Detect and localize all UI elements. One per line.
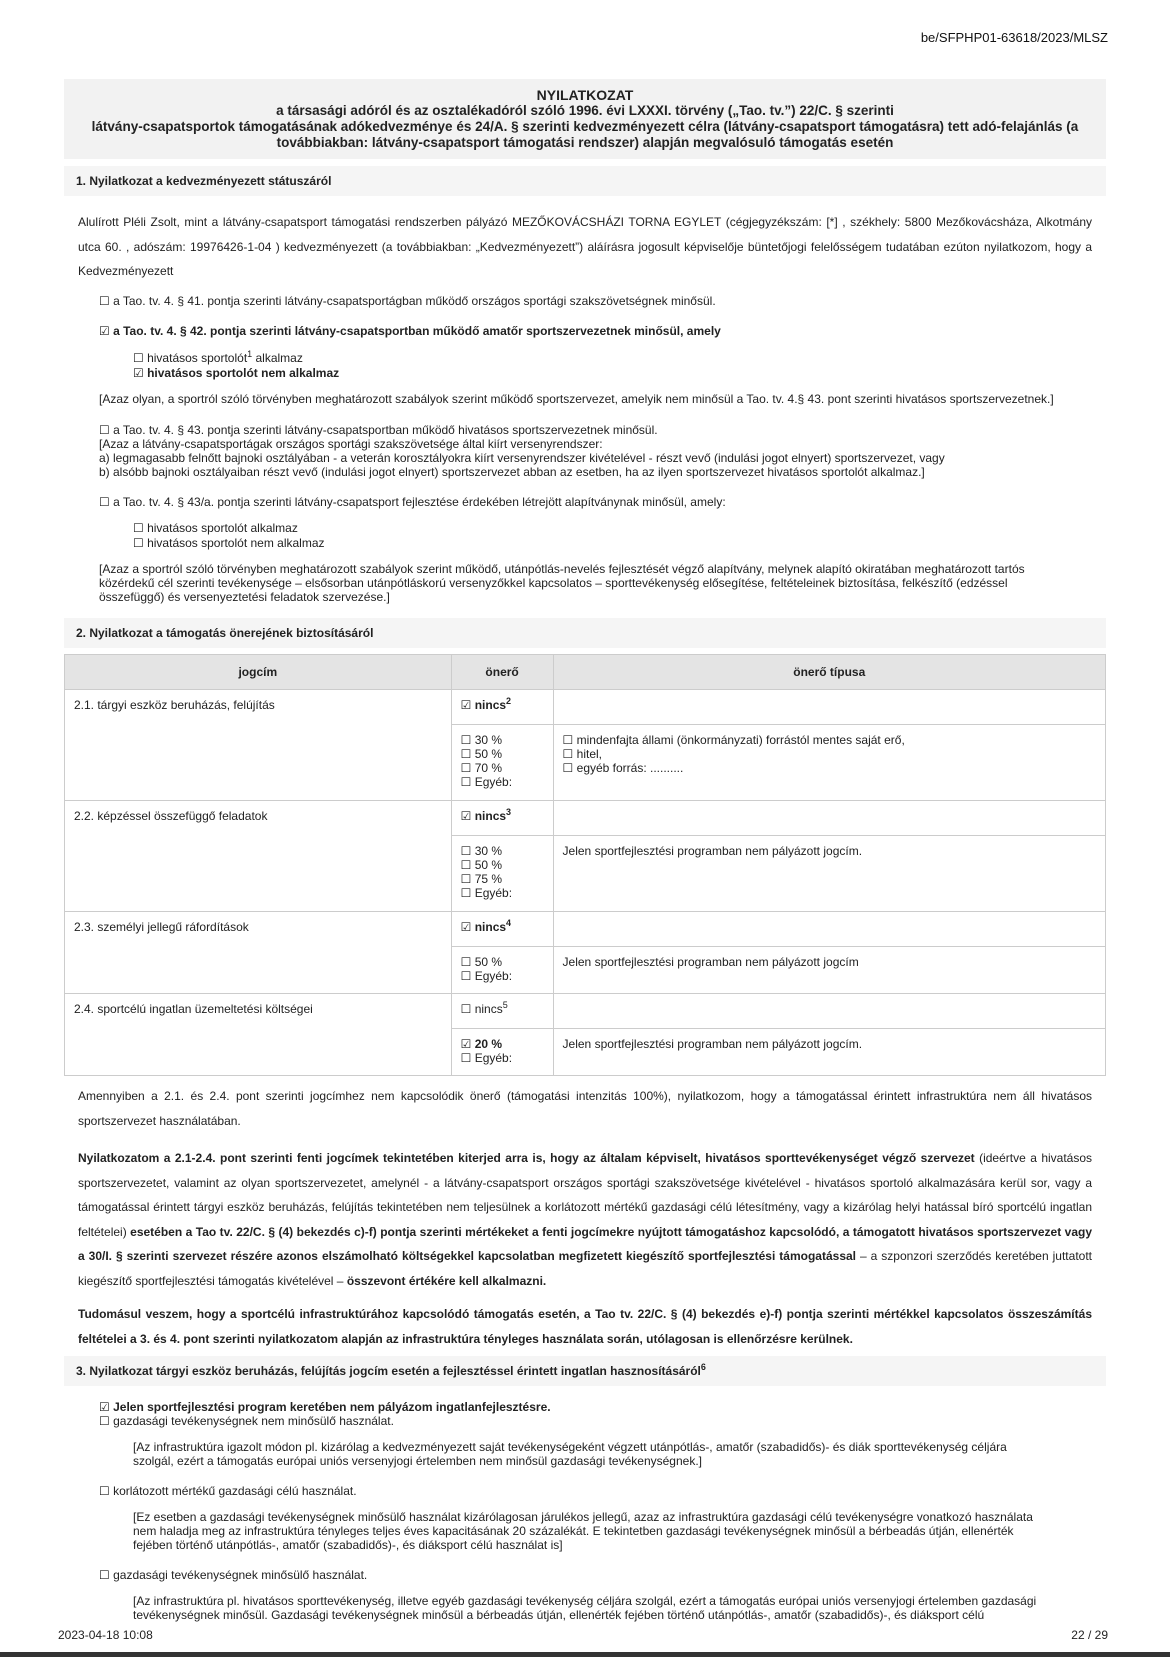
footer-date: 2023-04-18 10:08 bbox=[58, 1628, 153, 1642]
section-3-heading: 3. Nyilatkozat tárgyi eszköz beruházás, felújítás jogcím esetén a fejlesztéssel érintett ingatlan hasznosításáról$^6$ bbox=[64, 1356, 1106, 1386]
section-1-intro: Alulírott Pléli Zsolt, mint a látvány-csapatsport támogatási rendszerben pályázó MEZŐKOVÁCSHÁZI TORNA EGYLET (cégjegyzékszám: [*] , székhely: 5800 Mezőkovácsháza, Alkotmány utca 60. , adószám: 19976426-1-04 ) kedvezményezett (a továbbiakban: „Kedvezményezett”) aláírásra jogosult képviselője büntetőjogi felelősségem tudatában ezúton nyilatkozom, hogy a Kedvezményezett bbox=[78, 215, 1092, 278]
declaration-title: NYILATKOZAT bbox=[536, 87, 634, 103]
row-2-2-type: Jelen sportfejlesztési programban nem pályázott jogcím. bbox=[553, 836, 1105, 912]
note-43-b: a) legmagasabb felnőtt bajnoki osztályában - a veterán korosztályokra kiírt versenyrendszer kivételével - részt vevő (indulási jogot elnyert) sportszervezet, vagy bbox=[99, 451, 945, 465]
row-2-4-options[interactable]: ☑ 20 % ☐ Egyéb: bbox=[451, 1029, 553, 1076]
note-43-c: b) alsóbb bajnoki osztályaiban részt vevő (indulási jogot elnyert) sportszervezet abban az esetben, ha az ilyen sportszervezet hivatásos sportolót alkalmaz.] bbox=[99, 465, 925, 479]
row-2-3-title: 2.3. személyi jellegű ráfordítások bbox=[65, 912, 452, 994]
row-2-3-nincs[interactable]: ☑ nincs$^4$ bbox=[451, 912, 553, 947]
declaration-subtitle-1: a társasági adóról és az osztalékadóról szóló 1996. évi LXXXI. törvény („Tao. tv.”) 22/C. § szerinti bbox=[276, 103, 894, 118]
row-2-1-nincs[interactable]: ☑ nincs$^2$ bbox=[451, 690, 553, 725]
row-2-1-title: 2.1. tárgyi eszköz beruházás, felújítás bbox=[65, 690, 452, 801]
footer-page-number: 22 / 29 bbox=[1071, 1628, 1108, 1642]
s3-note-non-economic: [Az infrastruktúra igazolt módon pl. kizárólag a kedvezményezett saját tevékenységeként végzett utánpótlás-, amatőr (szabadidős)- és diák sporttevékenység céljára szolgál, ezért a támogatás európai uniós versenyjogi értelemben nem minősül gazdasági tevékenységnek.] bbox=[133, 1440, 1007, 1468]
s3-option-non-economic[interactable]: ☐ gazdasági tevékenységnek nem minősülő használat. bbox=[99, 1414, 394, 1428]
col-onero-tipusa: önerő típusa bbox=[553, 655, 1105, 690]
paragraph-declaration-scope: Nyilatkozatom a 2.1-2.4. pont szerinti fenti jogcímek tekintetében kiterjed arra is, hogy az általam képviselt, hivatásos sporttevékenységet végző szervezet (ideértve a hivatásos sportszervezetet, valamint az olyan sportszervezetet, amelynél - a látvány-csapatsport országos sportági szakszövetsége kivételével - hivatásos sportoló alkalmazására kerül sor, vagy a támogatással érintett tárgyi eszköz beruházás, felújítás tekintetében nem teljesülnek a korlátozott mértékű gazdasági célú létesítmény, vagy a kizárólag helyi hatással bíró sportcélú ingatlan feltételei) esetében a Tao tv. 22/C. § (4) bekezdés c)-f) pontja szerinti mértékeket a fenti jogcímekre nyújtott támogatáshoz kapcsolódó, a támogatott hivatásos sportszervezet vagy a 30/I. § szerinti szervezet részére azonos elszámolható költségekkel kapcsolatban megfizetett kiegészítő sportfejlesztési támogatással – a szponzori szerződés keretében juttatott kiegészítő sportfejlesztési támogatás kivételével – összevont értékére kell alkalmazni. bbox=[78, 1151, 1093, 1288]
s3-note-limited-economic: [Ez esetben a gazdasági tevékenységnek minősülő használat kizárólagosan járulékos jellegű, azaz az infrastruktúra gazdasági célú tevékenységre vonatkozó használata nem haladja meg az infrastruktúra tényleges teljes éves kapacitásának 20 százalékát. E tekintetben gazdasági tevékenységnek minősül a bérbeadás útján, ellenérték fejében történő utánpótlás-, amatőr (szabadidős)-, és diáksport célú használat is] bbox=[133, 1510, 1033, 1552]
row-2-2-title: 2.2. képzéssel összefüggő feladatok bbox=[65, 801, 452, 912]
declaration-header bbox=[64, 79, 1106, 159]
s3-option-limited-economic[interactable]: ☐ korlátozott mértékű gazdasági célú használat. bbox=[99, 1484, 357, 1498]
declaration-subtitle-2: látvány-csapatsportok támogatásának adókedvezménye és 24/A. § szerinti kedvezményezett célra (látvány-csapatsport támogatásra) tett adó-felajánlás (a bbox=[91, 119, 1079, 134]
row-2-4-nincs[interactable]: ☐ nincs$^5$ bbox=[451, 994, 553, 1029]
document-reference: be/SFPHP01-63618/2023/MLSZ bbox=[920, 30, 1108, 45]
row-2-1-options[interactable]: ☐ 30 % ☐ 50 % ☐ 70 % ☐ Egyéb: bbox=[451, 725, 553, 801]
option-43a-employs[interactable]: ☐ hivatásos sportolót alkalmaz bbox=[133, 521, 298, 535]
row-2-2-options[interactable]: ☐ 30 % ☐ 50 % ☐ 75 % ☐ Egyéb: bbox=[451, 836, 553, 912]
s3-option-no-development[interactable]: ☑ Jelen sportfejlesztési program keretében nem pályázom ingatlanfejlesztésre. bbox=[99, 1400, 551, 1414]
note-43a: [Azaz a sportról szóló törvényben meghatározott szabályok szerint működő, utánpótlás-nevelés fejlesztését végző alapítvány, melynek alapító okiratában meghatározott tartós közérdekű cél szerinti tevékenysége – elsősorban utánpótláskorú versenyzőkkel kapcsolatos – sporttevékenység elősegítése, feltételeinek biztosítása, felkészítő (edzéssel összefüggő) és versenyeztetési feladatok szervezése.] bbox=[99, 562, 1025, 604]
option-42-not-employs[interactable]: ☑ hivatásos sportolót nem alkalmaz bbox=[133, 366, 340, 380]
section-2-heading: 2. Nyilatkozat a támogatás önerejének biztosításáról bbox=[64, 618, 1106, 648]
col-jogcim: jogcím bbox=[65, 655, 452, 690]
self-contribution-table bbox=[64, 654, 1106, 1076]
row-2-4-title: 2.4. sportcélú ingatlan üzemeltetési költségei bbox=[65, 994, 452, 1076]
declaration-subtitle-3: továbbiakban: látvány-csapatsport támogatási rendszer) alapján megvalósuló támogatás esetén bbox=[276, 135, 894, 150]
col-onero: önerő bbox=[451, 655, 553, 690]
bottom-border bbox=[0, 1652, 1170, 1657]
option-43[interactable]: ☐ a Tao. tv. 4. § 43. pontja szerinti látvány-csapatsportban működő hivatásos sportszervezetnek minősül. bbox=[99, 423, 658, 437]
section-1-heading: 1. Nyilatkozat a kedvezményezett státuszáról bbox=[64, 166, 1106, 196]
paragraph-acknowledgement: Tudomásul veszem, hogy a sportcélú infrastruktúrához kapcsolódó támogatás esetén, a Tao tv. 22/C. § (4) bekezdés e)-f) pontja szerinti mértékkel kapcsolatos összeszámítás feltételei a 3. és 4. pont szerinti nyilatkozatom alapján az infrastruktúra tényleges használata során, utólagosan is ellenőrzésre kerülnek. bbox=[78, 1307, 1092, 1346]
row-2-2-nincs[interactable]: ☑ nincs$^3$ bbox=[451, 801, 553, 836]
paragraph-own-contribution: Amennyiben a 2.1. és 2.4. pont szerinti jogcímhez nem kapcsolódik önerő (támogatási intenzitás 100%), nyilatkozom, hogy a támogatással érintett infrastruktúra nem áll hivatásos sportszervezet használatában. bbox=[78, 1089, 1092, 1128]
row-2-3-type: Jelen sportfejlesztési programban nem pályázott jogcím bbox=[553, 947, 1105, 994]
s3-note-economic: [Az infrastruktúra pl. hivatásos sporttevékenység, illetve egyéb gazdasági tevékenység céljára szolgál, ezért a támogatás európai uniós versenyjogi értelemben gazdasági tevékenységnek minősül. Gazdasági tevékenységnek minősül a bérbeadás útján, ellenérték fejében történő utánpótlás-, amatőr (szabadidős)-, és diáksport célú bbox=[133, 1594, 1037, 1622]
row-2-4-type: Jelen sportfejlesztési programban nem pályázott jogcím. bbox=[553, 1029, 1105, 1076]
option-43a-not-employs[interactable]: ☐ hivatásos sportolót nem alkalmaz bbox=[133, 536, 325, 550]
option-41[interactable]: ☐ a Tao. tv. 4. § 41. pontja szerinti látvány-csapatsportágban működő országos sportági szakszövetségnek minősül. bbox=[99, 294, 716, 308]
option-42-employs[interactable]: ☐ hivatásos sportolót$^1$ alkalmaz bbox=[133, 349, 303, 365]
option-43a[interactable]: ☐ a Tao. tv. 4. § 43/a. pontja szerinti látvány-csapatsport fejlesztése érdekében létrejött alapítványnak minősül, amely: bbox=[99, 495, 726, 509]
note-42: [Azaz olyan, a sportról szóló törvényben meghatározott szabályok szerint működő sportszervezet, amelyik nem minősül a Tao. tv. 4.§ 43. pont szerinti hivatásos sportszervezetnek.] bbox=[99, 392, 1054, 406]
note-43-a: [Azaz a látvány-csapatsportágak országos sportági szakszövetsége által kiírt versenyrendszer: bbox=[99, 437, 603, 451]
row-2-1-types[interactable]: ☐ mindenfajta állami (önkormányzati) forrástól mentes saját erő, ☐ hitel, ☐ egyéb forrás: .......... bbox=[553, 725, 1105, 801]
option-42[interactable]: ☑ a Tao. tv. 4. § 42. pontja szerinti látvány-csapatsportban működő amatőr sportszervezetnek minősül, amely bbox=[99, 324, 721, 338]
s3-option-economic[interactable]: ☐ gazdasági tevékenységnek minősülő használat. bbox=[99, 1568, 368, 1582]
row-2-3-options[interactable]: ☐ 50 % ☐ Egyéb: bbox=[451, 947, 553, 994]
